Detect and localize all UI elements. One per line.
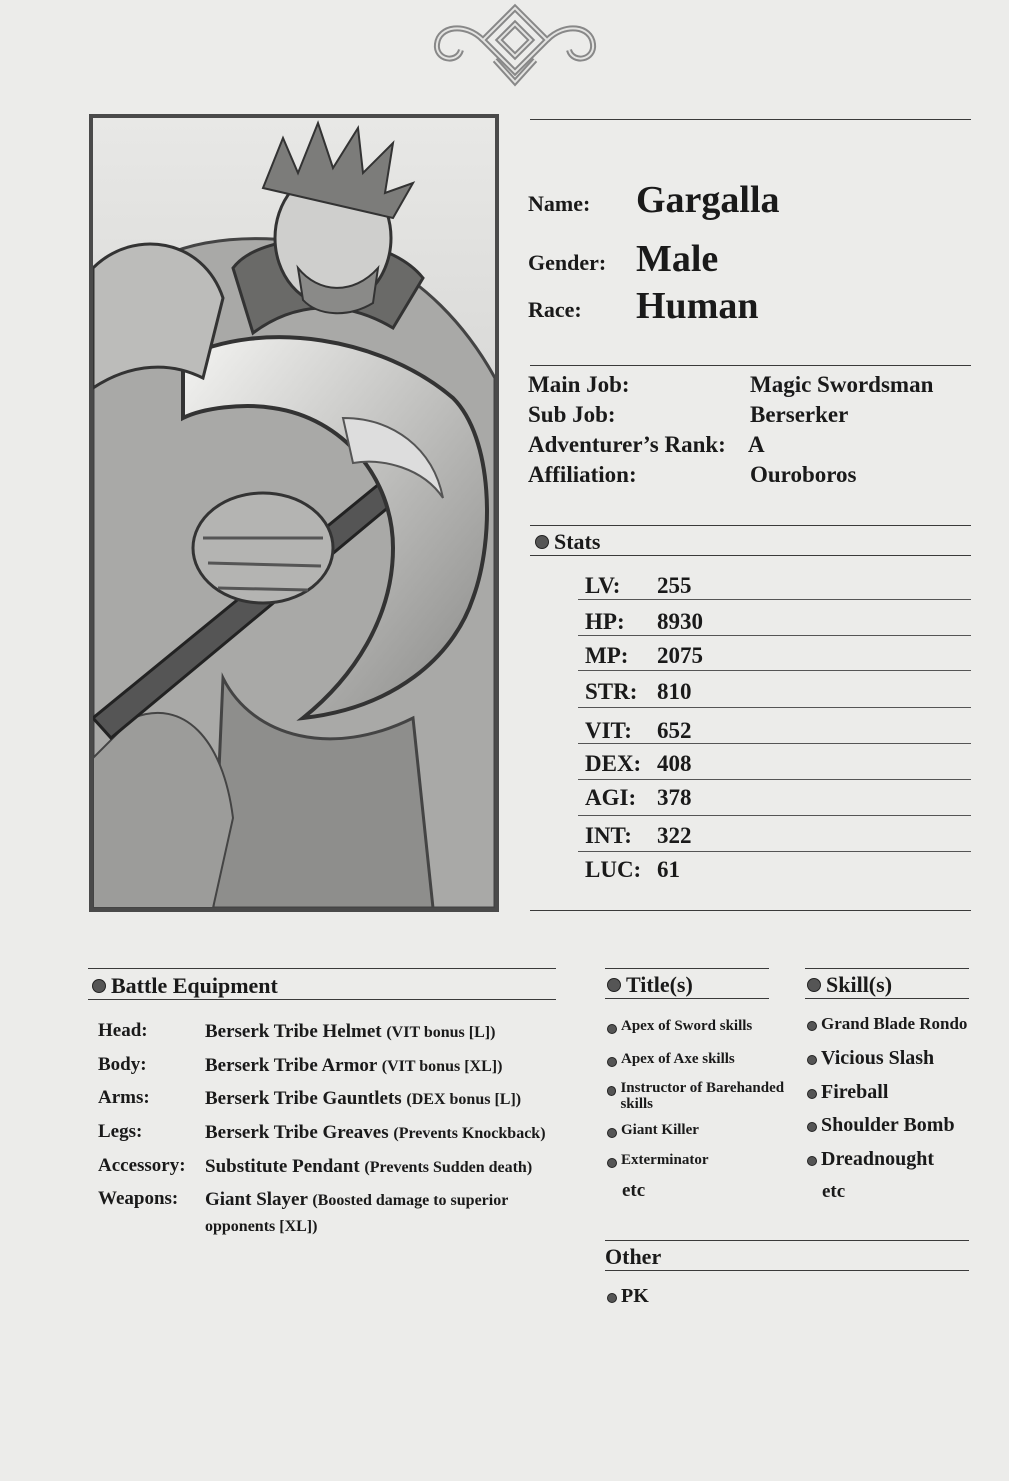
titles-heading [607, 972, 693, 998]
skills-heading [807, 972, 892, 998]
equipment-item [205, 1187, 575, 1239]
bullet-icon [607, 1158, 617, 1168]
stats-heading-rule [530, 555, 971, 556]
title-item [607, 1051, 735, 1067]
stats-bottom-rule [530, 910, 971, 911]
stat-label: STR: [585, 679, 638, 704]
equipment-item-note: (DEX bonus [L]) [406, 1091, 522, 1108]
bullet-icon [807, 978, 821, 992]
profile-top-rule [530, 119, 971, 120]
title-text: Instructor of Barehanded skills [620, 1080, 785, 1112]
race-label: Race: [528, 297, 582, 322]
main-job-value: Magic Swordsman [750, 372, 934, 397]
stat-value: 61 [657, 857, 680, 882]
title-text: Exterminator [621, 1152, 709, 1168]
stat-row-hp [585, 609, 703, 635]
skill-item [807, 1047, 934, 1069]
skill-text: Vicious Slash [821, 1047, 935, 1069]
character-portrait [89, 114, 499, 912]
stat-row-vit [585, 718, 692, 744]
stat-value: 378 [657, 785, 692, 810]
bullet-icon [607, 1057, 617, 1067]
equipment-slot: Body: [98, 1054, 147, 1075]
other-heading-text: Other [605, 1244, 662, 1269]
equipment-item [205, 1019, 597, 1045]
title-text: Apex of Axe skills [621, 1051, 735, 1067]
stats-heading [535, 529, 600, 555]
equipment-item-note: (VIT bonus [L]) [386, 1024, 496, 1041]
equipment-item [205, 1053, 597, 1079]
gender-value: Male [636, 238, 719, 280]
stat-label: DEX: [585, 751, 642, 776]
equipment-slot: Weapons: [98, 1188, 179, 1209]
stats-heading-text: Stats [554, 529, 601, 554]
equipment-top-rule [88, 968, 556, 969]
stat-value: 810 [657, 679, 692, 704]
stat-rule [578, 670, 971, 671]
stat-row-lv [585, 573, 692, 599]
bullet-icon [535, 535, 549, 549]
equipment-item-name: Berserk Tribe Gauntlets [205, 1088, 402, 1109]
equipment-item-note: (VIT bonus [XL]) [381, 1058, 503, 1075]
other-heading [605, 1244, 661, 1270]
stat-rule [578, 779, 971, 780]
stat-label: HP: [585, 609, 625, 634]
titles-etc: etc [622, 1180, 646, 1201]
stat-value: 255 [657, 573, 692, 598]
stat-rule [578, 635, 971, 636]
rank-label: Adventurer’s Rank: [528, 432, 726, 457]
skill-text: Dreadnought [821, 1148, 934, 1170]
titles-heading-text: Title(s) [626, 972, 693, 997]
equipment-item-name: Substitute Pendant [205, 1156, 360, 1177]
skill-text: Grand Blade Rondo [821, 1014, 968, 1033]
skills-top-rule [805, 968, 969, 969]
stat-row-str [585, 679, 692, 705]
title-item [607, 1152, 708, 1168]
stat-row-mp [585, 643, 703, 669]
stat-rule [578, 707, 971, 708]
stat-label: INT: [585, 823, 632, 848]
other-top-rule [605, 1240, 969, 1241]
bullet-icon [807, 1156, 817, 1166]
bullet-icon [807, 1089, 817, 1099]
stat-value: 652 [657, 718, 692, 743]
bullet-icon [607, 1128, 617, 1138]
stats-top-rule [530, 525, 971, 526]
equipment-item [205, 1154, 597, 1180]
titles-heading-rule [605, 998, 769, 999]
stat-label: LV: [585, 573, 621, 598]
stat-value: 322 [657, 823, 692, 848]
equipment-heading [92, 973, 278, 999]
stat-row-luc [585, 857, 680, 883]
stat-label: AGI: [585, 785, 637, 810]
knot-ornament-icon [425, 2, 605, 94]
title-item [607, 1018, 752, 1034]
stat-label: LUC: [585, 857, 642, 882]
titles-top-rule [605, 968, 769, 969]
equipment-item-name: Berserk Tribe Armor [205, 1055, 378, 1076]
stat-row-int [585, 823, 692, 849]
title-item [607, 1122, 699, 1138]
equipment-slot: Legs: [98, 1121, 143, 1142]
jobs-top-rule [530, 365, 971, 366]
affiliation-label: Affiliation: [528, 462, 637, 487]
equipment-item-name: Giant Slayer [205, 1189, 308, 1210]
race-value: Human [636, 285, 759, 327]
equipment-item [205, 1120, 597, 1146]
title-item [607, 1080, 807, 1112]
title-text: Apex of Sword skills [621, 1018, 753, 1034]
stat-rule [578, 815, 971, 816]
stat-label: VIT: [585, 718, 632, 743]
name-label: Name: [528, 191, 591, 216]
bullet-icon [92, 979, 106, 993]
bullet-icon [807, 1055, 817, 1065]
skill-item [807, 1148, 934, 1170]
skill-item [807, 1114, 955, 1136]
other-item [607, 1285, 649, 1307]
equipment-item-note: (Prevents Sudden death) [364, 1159, 533, 1176]
stat-row-agi [585, 785, 692, 811]
affiliation-value: Ouroboros [750, 462, 857, 487]
skills-heading-rule [805, 998, 969, 999]
equipment-item-name: Berserk Tribe Helmet [205, 1021, 382, 1042]
skills-etc: etc [822, 1181, 846, 1202]
stat-rule [578, 599, 971, 600]
equipment-item [205, 1086, 597, 1112]
stat-value: 408 [657, 751, 692, 776]
skill-item [807, 1013, 967, 1035]
skills-heading-text: Skill(s) [826, 972, 893, 997]
equipment-heading-text: Battle Equipment [111, 973, 278, 998]
main-job-label: Main Job: [528, 372, 630, 397]
stat-rule [578, 743, 971, 744]
sub-job-label: Sub Job: [528, 402, 616, 427]
equipment-item-note: (Boosted damage to superior opponents [XL]) [205, 1192, 509, 1235]
equipment-slot: Arms: [98, 1087, 150, 1108]
stat-value: 8930 [657, 609, 703, 634]
bullet-icon [807, 1021, 817, 1031]
bullet-icon [607, 1293, 617, 1303]
equipment-item-note: (Prevents Knockback) [393, 1125, 546, 1142]
bullet-icon [607, 978, 621, 992]
skill-text: Fireball [821, 1081, 889, 1103]
name-value: Gargalla [636, 179, 780, 221]
equipment-heading-rule [88, 999, 556, 1000]
stat-row-dex [585, 751, 692, 777]
stat-value: 2075 [657, 643, 703, 668]
other-heading-rule [605, 1270, 969, 1271]
sub-job-value: Berserker [750, 402, 849, 427]
title-text: Giant Killer [621, 1122, 699, 1138]
stat-label: MP: [585, 643, 629, 668]
gender-label: Gender: [528, 250, 607, 275]
skill-item [807, 1081, 888, 1103]
rank-value: A [748, 432, 765, 457]
other-text: PK [621, 1285, 649, 1307]
bullet-icon [607, 1086, 616, 1096]
stat-rule [578, 851, 971, 852]
equipment-slot: Head: [98, 1020, 148, 1041]
equipment-slot: Accessory: [98, 1155, 186, 1176]
equipment-item-name: Berserk Tribe Greaves [205, 1122, 389, 1143]
bullet-icon [607, 1024, 617, 1034]
bullet-icon [807, 1122, 817, 1132]
skill-text: Shoulder Bomb [821, 1114, 955, 1136]
